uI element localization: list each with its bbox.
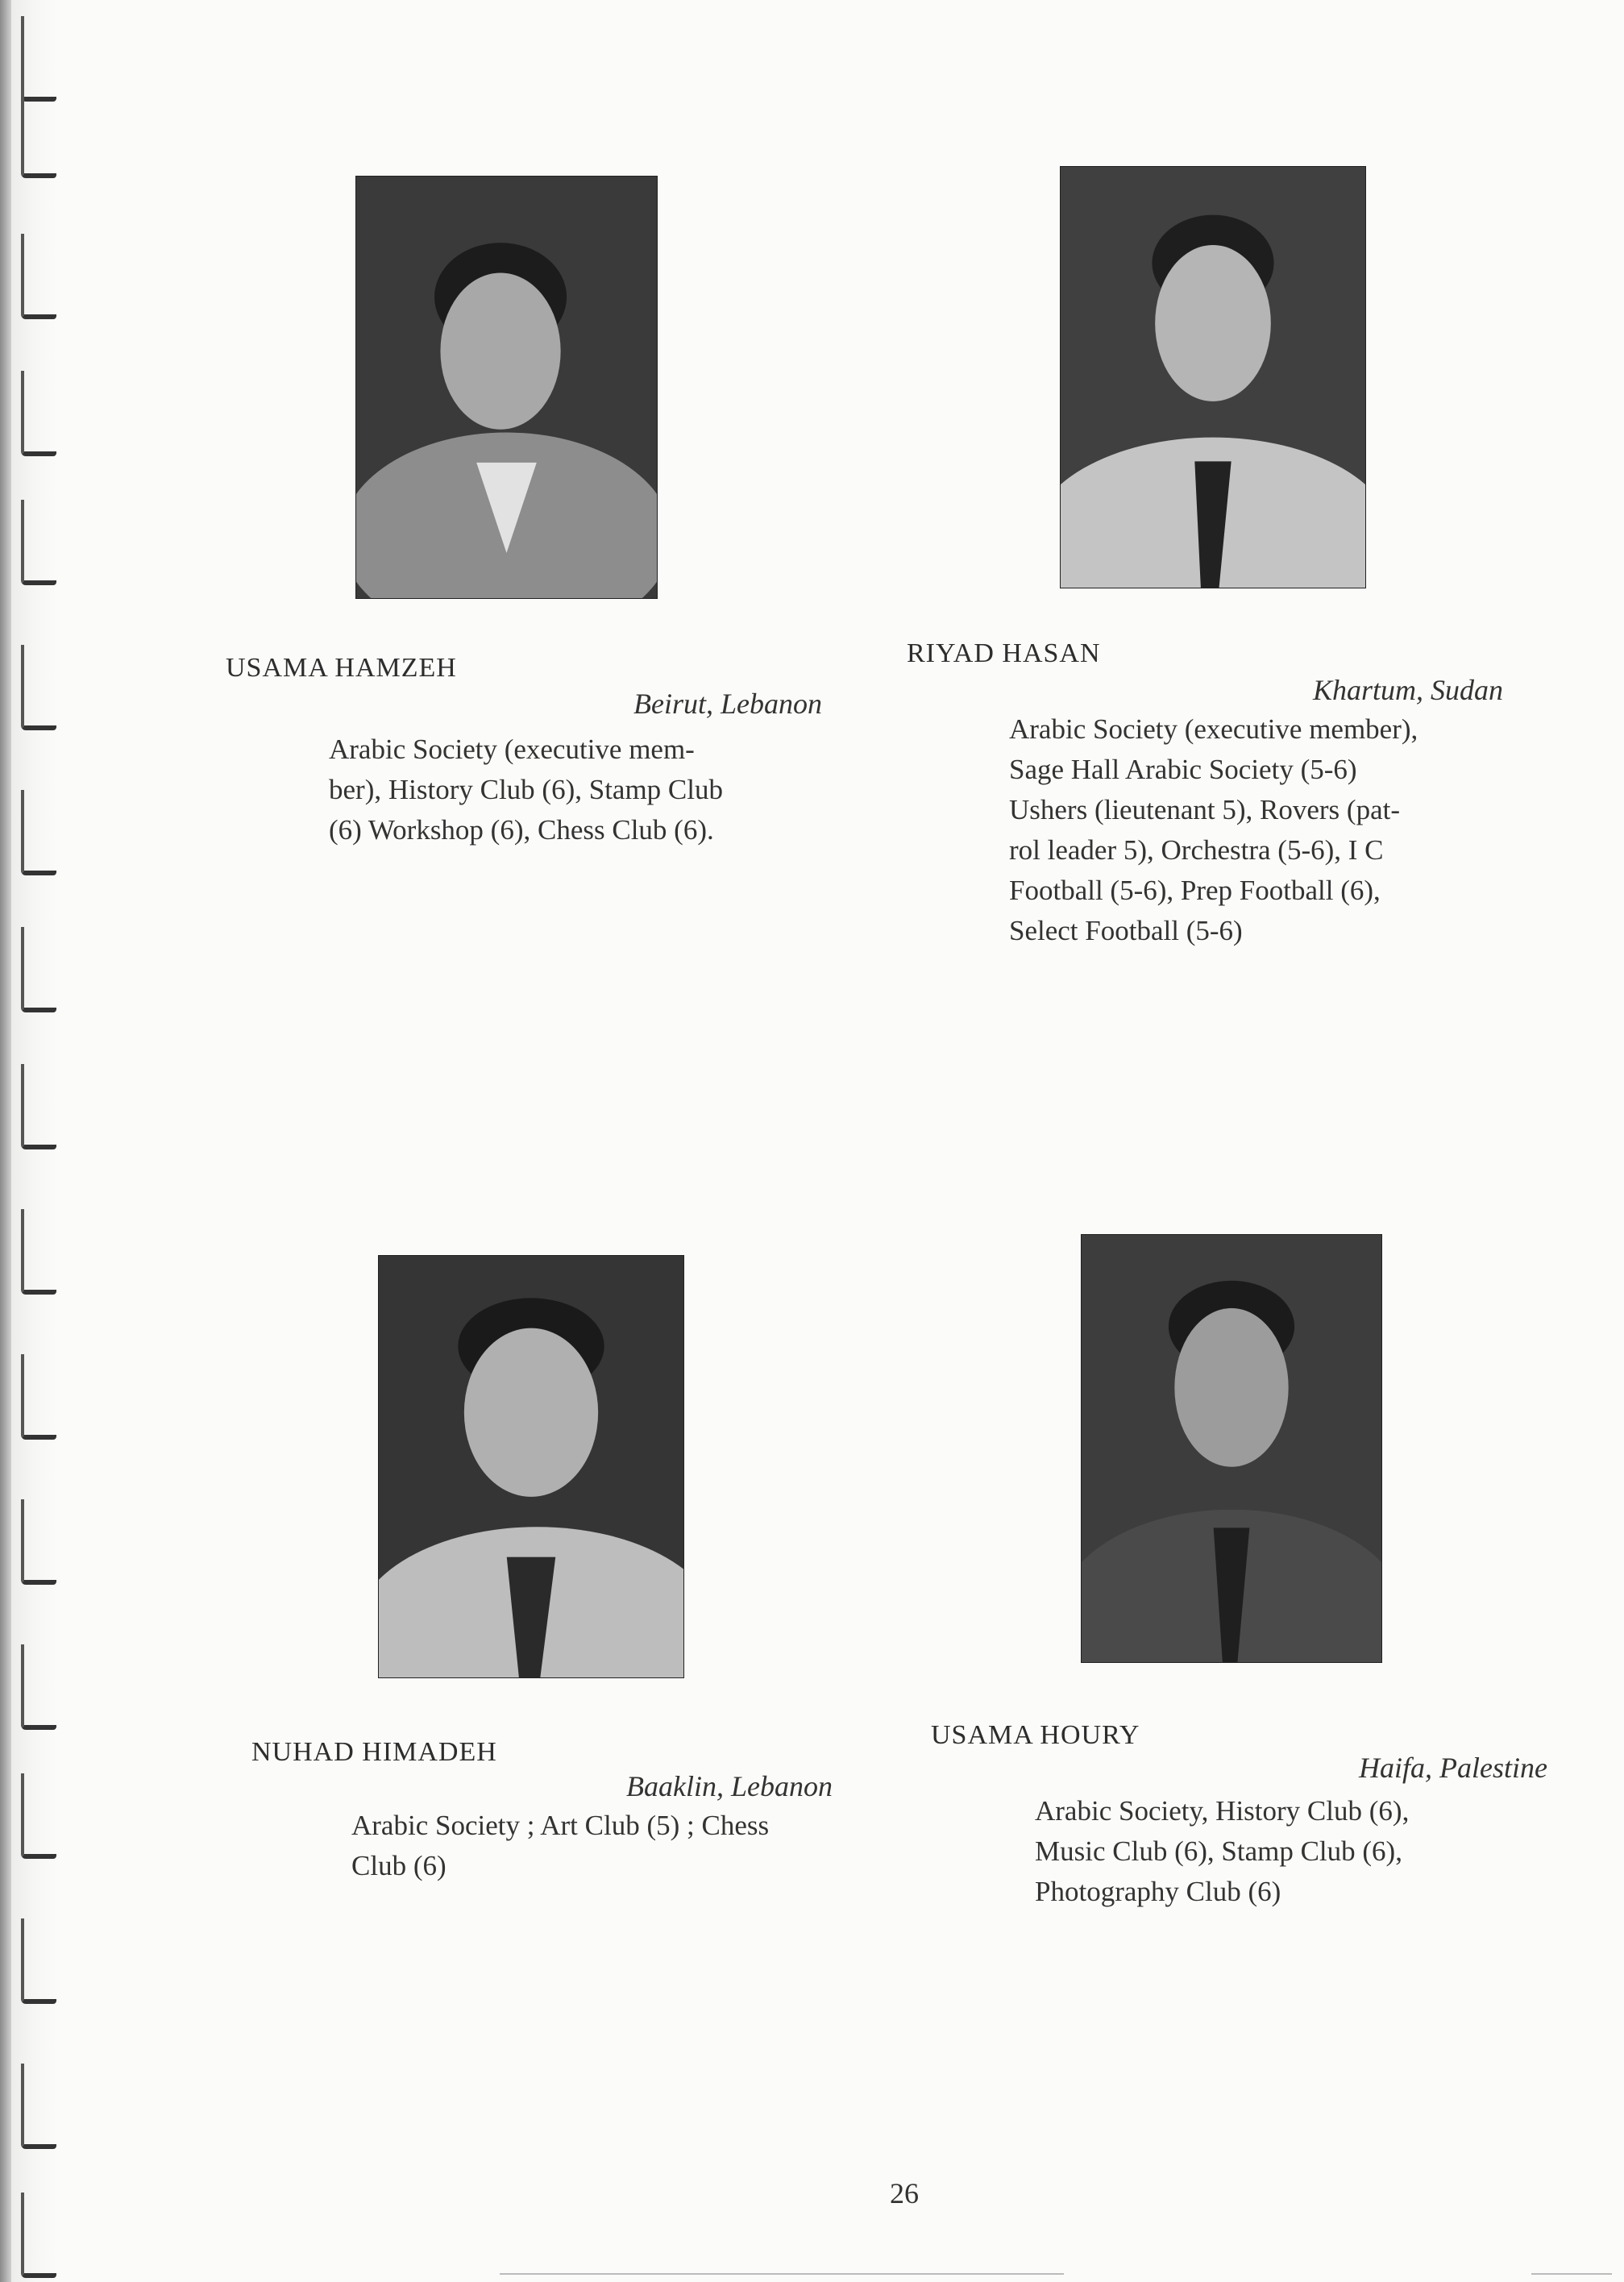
binding-ring xyxy=(21,500,56,585)
binding-ring xyxy=(21,1354,56,1440)
activities-line: ber), History Club (6), Stamp Club xyxy=(329,774,723,805)
binding-ring xyxy=(21,371,56,456)
portrait-photo xyxy=(1081,1234,1382,1663)
hometown: Haifa, Palestine xyxy=(1359,1752,1547,1784)
activities-line: Football (5-6), Prep Football (6), xyxy=(1009,875,1381,906)
activities xyxy=(1009,709,1418,951)
activities xyxy=(351,1806,769,1886)
student-name: USAMA HAMZEH xyxy=(226,653,457,683)
activities xyxy=(1035,1791,1409,1912)
binding-ring xyxy=(21,93,56,178)
hometown: Baaklin, Lebanon xyxy=(626,1770,833,1802)
binding-ring xyxy=(21,927,56,1012)
binding-ring xyxy=(21,1644,56,1730)
hometown: Khartum, Sudan xyxy=(1313,674,1504,706)
student-name: RIYAD HASAN xyxy=(907,638,1101,668)
activities-line: Arabic Society (executive member), xyxy=(1009,713,1418,745)
activities-line: Arabic Society ; Art Club (5) ; Chess xyxy=(351,1810,770,1841)
portrait-photo xyxy=(1060,166,1366,588)
binding-ring xyxy=(21,1209,56,1295)
binding-edge xyxy=(0,0,11,2282)
binding-ring xyxy=(21,1499,56,1585)
hometown: Beirut, Lebanon xyxy=(633,688,822,720)
portrait-photo xyxy=(355,176,658,599)
activities-line: (6) Workshop (6), Chess Club (6). xyxy=(329,814,714,846)
student-name: NUHAD HIMADEH xyxy=(251,1737,497,1767)
activities-line: Arabic Society, History Club (6), xyxy=(1035,1795,1410,1827)
binding-ring xyxy=(21,790,56,875)
activities-line: Select Football (5-6) xyxy=(1009,915,1243,946)
binding-ring xyxy=(21,2064,56,2149)
spiral-binding xyxy=(0,0,56,2282)
activities-line: Ushers (lieutenant 5), Rovers (pat- xyxy=(1009,794,1400,825)
portrait-photo xyxy=(378,1255,684,1678)
activities-line: rol leader 5), Orchestra (5-6), I C xyxy=(1009,834,1384,866)
binding-ring xyxy=(21,16,56,102)
binding-ring xyxy=(21,2193,56,2278)
activities-line: Photography Club (6) xyxy=(1035,1876,1281,1907)
page-edge-line xyxy=(500,2273,1064,2275)
page-number: 26 xyxy=(890,2177,919,2209)
binding-ring xyxy=(21,1773,56,1859)
binding-ring xyxy=(21,1064,56,1149)
activities-line: Club (6) xyxy=(351,1850,446,1881)
activities-line: Sage Hall Arabic Society (5-6) xyxy=(1009,754,1357,785)
activities-line: Music Club (6), Stamp Club (6), xyxy=(1035,1835,1402,1867)
activities-line: Arabic Society (executive mem- xyxy=(329,734,695,765)
activities xyxy=(329,729,723,850)
student-name: USAMA HOURY xyxy=(931,1720,1140,1750)
binding-ring xyxy=(21,234,56,319)
page-edge-line xyxy=(1531,2273,1612,2275)
binding-ring xyxy=(21,1918,56,2004)
binding-ring xyxy=(21,645,56,730)
